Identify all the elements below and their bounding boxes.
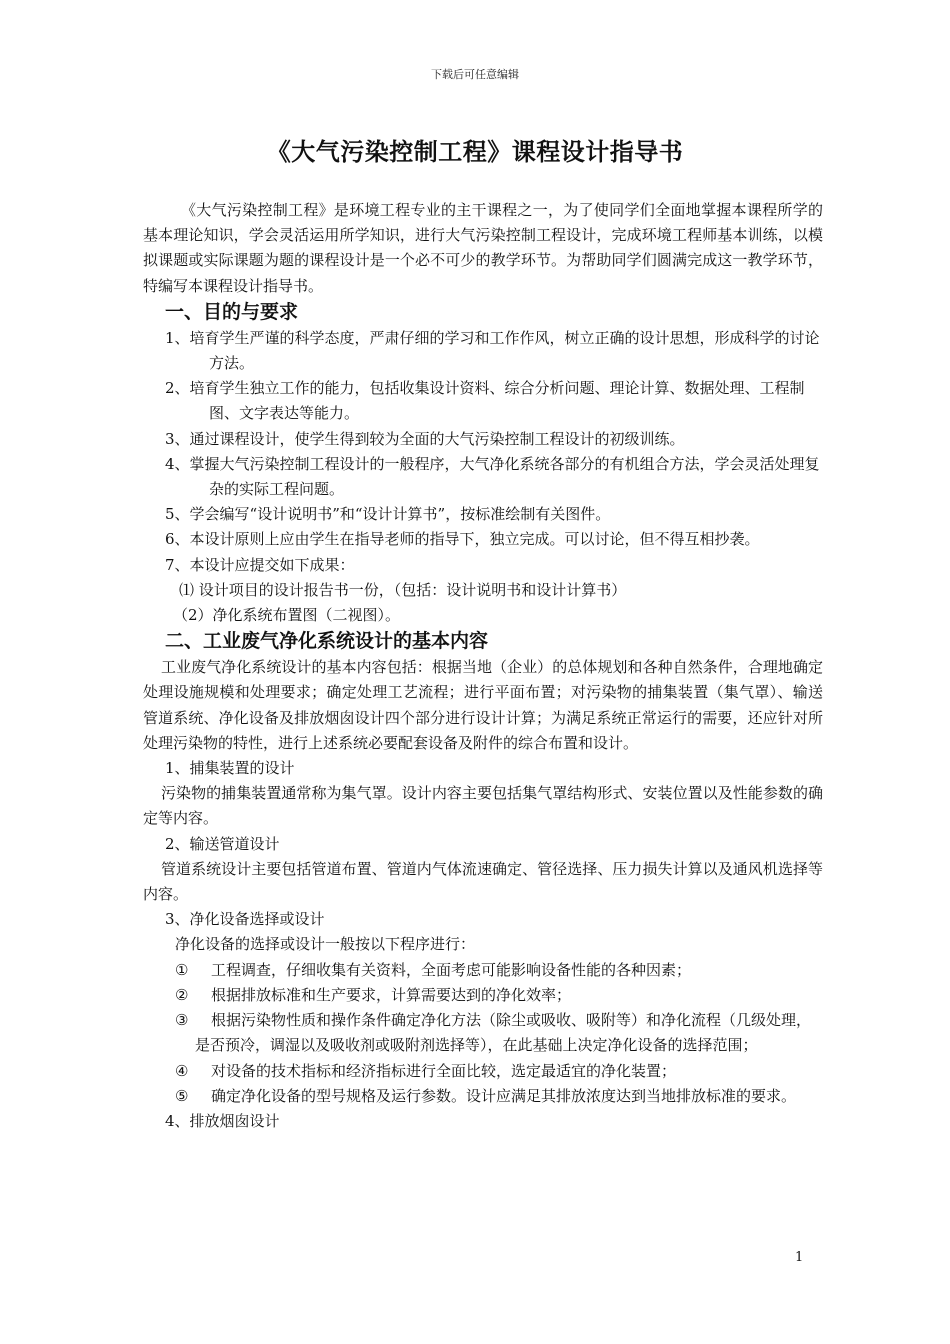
step-number: ⑤ (175, 1086, 189, 1105)
document-title: 《大气污染控制工程》课程设计指导书 (266, 138, 684, 166)
step-text: 根据排放标准和生产要求，计算需要达到的净化效率； (211, 985, 572, 1004)
deliverable-item: ⑴ 设计项目的设计报告书一份，（包括：设计说明书和设计计算书） (179, 580, 627, 599)
step-item (143, 1084, 823, 1109)
step-number: ② (175, 985, 189, 1004)
step-item (143, 958, 823, 983)
step-text: 对设备的技术指标和经济指标进行全面比较，选定最适宜的净化装置； (211, 1061, 677, 1080)
list-item: 1、培育学生严谨的科学态度，严肃仔细的学习和工作作风，树立正确的设计思想，形成科学的讨论方法。 (165, 328, 820, 373)
section2-intro: 工业废气净化系统设计的基本内容包括：根据当地（企业）的总体规划和各种自然条件，合理地确定处理设施规模和处理要求；确定处理工艺流程；进行平面布置；对污染物的捕集装置（集气罩）、输送管道系统、净化设备及排放烟囱设计四个部分进行设计计算；为满足系统正常运行的需要，还应针对所处理污染物的特性，进行上述系统必要配套设备及附件的综合布置和设计。 (143, 658, 823, 752)
list-item: 4、掌握大气污染控制工程设计的一般程序，大气净化系统各部分的有机组合方法，学会灵活处理复杂的实际工程问题。 (165, 454, 820, 499)
step-item (143, 983, 823, 1008)
list-item: 7、本设计应提交如下成果： (165, 555, 355, 574)
step-text: 根据污染物性质和操作条件确定净化方法（除尘或吸收、吸附等）和净化流程（几级处理，是否预冷，调湿以及吸收剂或吸附剂选择等），在此基础上决定净化设备的选择范围； (195, 1011, 812, 1055)
section1-heading: 一、目的与要求 (165, 300, 299, 323)
deliverable-item: （2）净化系统布置图（二视图）。 (173, 606, 401, 625)
page-number: 1 (795, 1250, 804, 1265)
subsection-title: 1、捕集装置的设计 (165, 759, 295, 778)
step-number: ④ (175, 1061, 189, 1080)
section2-heading: 二、工业废气净化系统设计的基本内容 (165, 630, 489, 653)
step-number: ③ (175, 1011, 189, 1030)
step-text: 工程调查，仔细收集有关资料，全面考虑可能影响设备性能的各种因素； (211, 960, 692, 979)
step-item (143, 1059, 823, 1084)
document-body (143, 198, 823, 1134)
list-item: 3、通过课程设计，使学生得到较为全面的大气污染控制工程设计的初级训练。 (165, 429, 685, 448)
subsection-title: 3、净化设备选择或设计 (165, 910, 325, 929)
list-item: 2、培育学生独立工作的能力，包括收集设计资料、综合分析问题、理论计算、数据处理、工程制图、文字表达等能力。 (165, 379, 805, 423)
intro-paragraph: 《大气污染控制工程》是环境工程专业的主干课程之一，为了使同学们全面地掌握本课程所学的基本理论知识，学会灵活运用所学知识，进行大气污染控制工程设计，完成环境工程师基本训练，以模拟课题或实际课题为题的课程设计是一个必不可少的教学环节。为帮助同学们圆满完成这一教学环节，特编写本课程设计指导书。 (143, 201, 823, 295)
list-item: 5、学会编写“设计说明书”和“设计计算书”，按标准绘制有关图件。 (165, 505, 611, 524)
step-text: 确定净化设备的型号规格及运行参数。设计应满足其排放浓度达到当地排放标准的要求。 (211, 1086, 797, 1105)
subsection-text: 管道系统设计主要包括管道布置、管道内气体流速确定、管径选择、压力损失计算以及通风机选择等内容。 (143, 859, 823, 904)
header-note: 下载后可任意编辑 (431, 68, 519, 81)
step-item (143, 1008, 823, 1058)
list-item: 6、本设计原则上应由学生在指导老师的指导下，独立完成。可以讨论，但不得互相抄袭。 (165, 530, 760, 549)
step-number: ① (175, 960, 189, 979)
subsection-title: 4、排放烟囱设计 (165, 1111, 280, 1130)
subsection-title: 2、输送管道设计 (165, 834, 280, 853)
subsection-text: 污染物的捕集装置通常称为集气罩。设计内容主要包括集气罩结构形式、安装位置以及性能参数的确定等内容。 (143, 784, 823, 828)
subsection-text: 净化设备的选择或设计一般按以下程序进行： (175, 935, 476, 954)
